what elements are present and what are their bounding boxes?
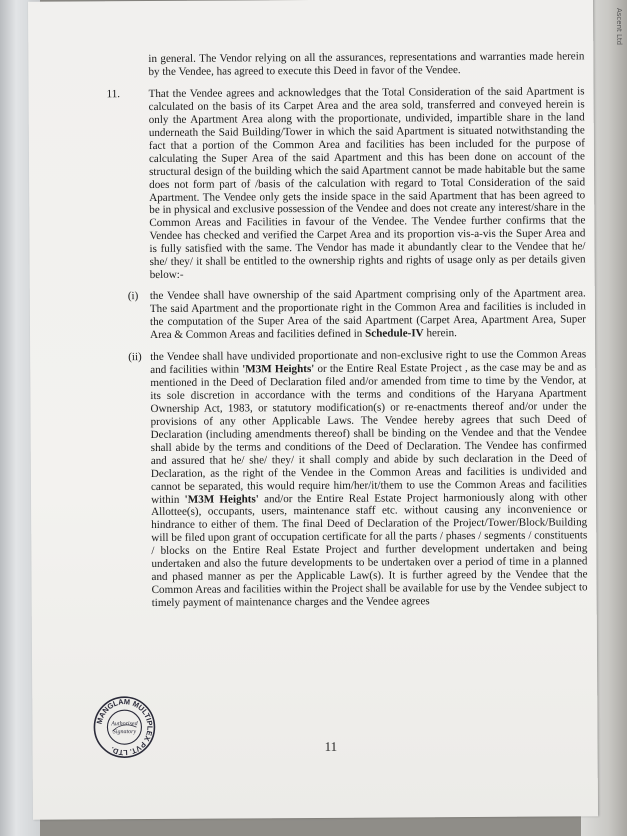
seal-ring-text: MANGLAM MULTIPLEX PVT. LTD.	[94, 696, 155, 758]
clause-11	[107, 85, 586, 282]
page-content	[106, 50, 587, 619]
seal-inner-line2: Signatory	[112, 729, 137, 736]
page-number: 11	[324, 738, 338, 754]
sub-ii-part2: or the Entire Real Estate Project , as the case may be and as mentioned in the Deed of Declaration filed and/or amended from time to time by the Vendor, at its sole discretion in accordance with the terms and conditions of the Haryana Apartment Ownership Act, 1983, or statutory modification(s) or re-enactments thereof and/or under the provisions of any other Applicable Laws. The Vendee hereby agrees that such Deed of Declaration (including amendments thereof) shall be binding on the Vendee and that the Vendee shall abide by the terms and conditions of the Deed of Declaration. The Vendee has confirmed and assured that he/ she/ they/ it shall comply and abide by such declaration in the Deed of Declaration, as the right of the Vendee in the Common Areas and facilities is undivided and cannot be separated, this would require him/her/it/them to use the Common Areas and facilities within	[150, 361, 587, 506]
project-name: 'M3M Heights'	[184, 492, 259, 506]
side-mark: Ascent Ltd	[615, 8, 623, 46]
sub-ii-part3: and/or the Entire Real Estate Project harmoniously along with other Allottee(s), occupants, users, maintenance staff etc. without causing any inconvenience or hindrance to either of them. The final Deed of Declaration of the Project/Tower/Block/Building will be filed upon grant of occupation certificate for all the parts / phases / segments / constituents / blocks on the Entire Real Estate Project and further development undertaken and being undertaken and also the future developments to be undertaken over a period of time in a planned and phased manner as per the Applicable Law(s). It is further agreed by the Vendee that the Common Areas and facilities within the Project shall be available for use by the Vendee subject to timely payment of maintenance charges and the Vendee agrees	[151, 490, 588, 610]
seal-inner-line1: Authorised	[111, 721, 138, 728]
sub-clause-text	[150, 288, 586, 342]
schedule-ref: Schedule-IV	[365, 327, 424, 340]
sub-clause-ii	[108, 348, 588, 610]
sub-clause-number: (i)	[127, 290, 139, 303]
sub-clause-i	[108, 288, 586, 343]
company-seal-stamp	[92, 695, 156, 759]
sub-ii-part1: the Vendee shall have undivided proportionate and non-exclusive right to use the Common Areas and facilities within	[150, 348, 587, 376]
intro-paragraph: in general. The Vendor relying on all the assurances, representations and warranties made herein by the Vendee, has agreed to execute this Deed in favor of the Vendee.	[148, 50, 585, 78]
clause-number: 11.	[106, 88, 121, 101]
sub-clause-text	[150, 348, 588, 610]
sub-i-text-before: the Vendee shall have ownership of the said Apartment comprising only of the Apartment area. The said Apartment and the proportionate right in the Common Area and facilities is included in the computation of the Super Area of the said Apartment (Carpet Area, Apartment Area, Super Area & Common Areas and facilities defined in	[149, 287, 586, 342]
sub-clause-number: (ii)	[128, 351, 142, 364]
project-name: 'M3M Heights'	[242, 362, 315, 376]
clause-text: That the Vendee agrees and acknowledges that the Total Consideration of the said Apartment is calculated on the basis of its Carpet Area and the area sold, transferred and conveyed herein is only the Apartment Area along with the proportionate, undivided, impartible share in the land underneath the Said Building/Tower in which the said Apartment is situated notwithstanding the fact that a portion of the Common Area and facilities has been included for the purpose of calculating the Super Area of the said Apartment and this has been done on account of the structural design of the building which the said Apartment cannot be made habitable but the same does not form part of /basis of the calculation with regard to Total Consideration of the said Apartment. The Vendee only gets the inside space in the said Apartment that has been agreed to be in physical and exclusive possession of the Vendee and does not create any interest/share in the Common Areas and Facilities in favour of the Vendee. The Vendee further confirms that the Vendee has checked and verified the Carpet Area and its proportion vis-a-vis the Super Area and is fully satisfied with the same. The Vendor has made it abundantly clear to the Vendee that he/ she/ they/ it shall be entitled to the ownership rights and rights of usage only as per details given below:-	[148, 85, 586, 282]
sub-i-text-after: herein.	[423, 327, 457, 340]
document-page	[28, 0, 598, 820]
